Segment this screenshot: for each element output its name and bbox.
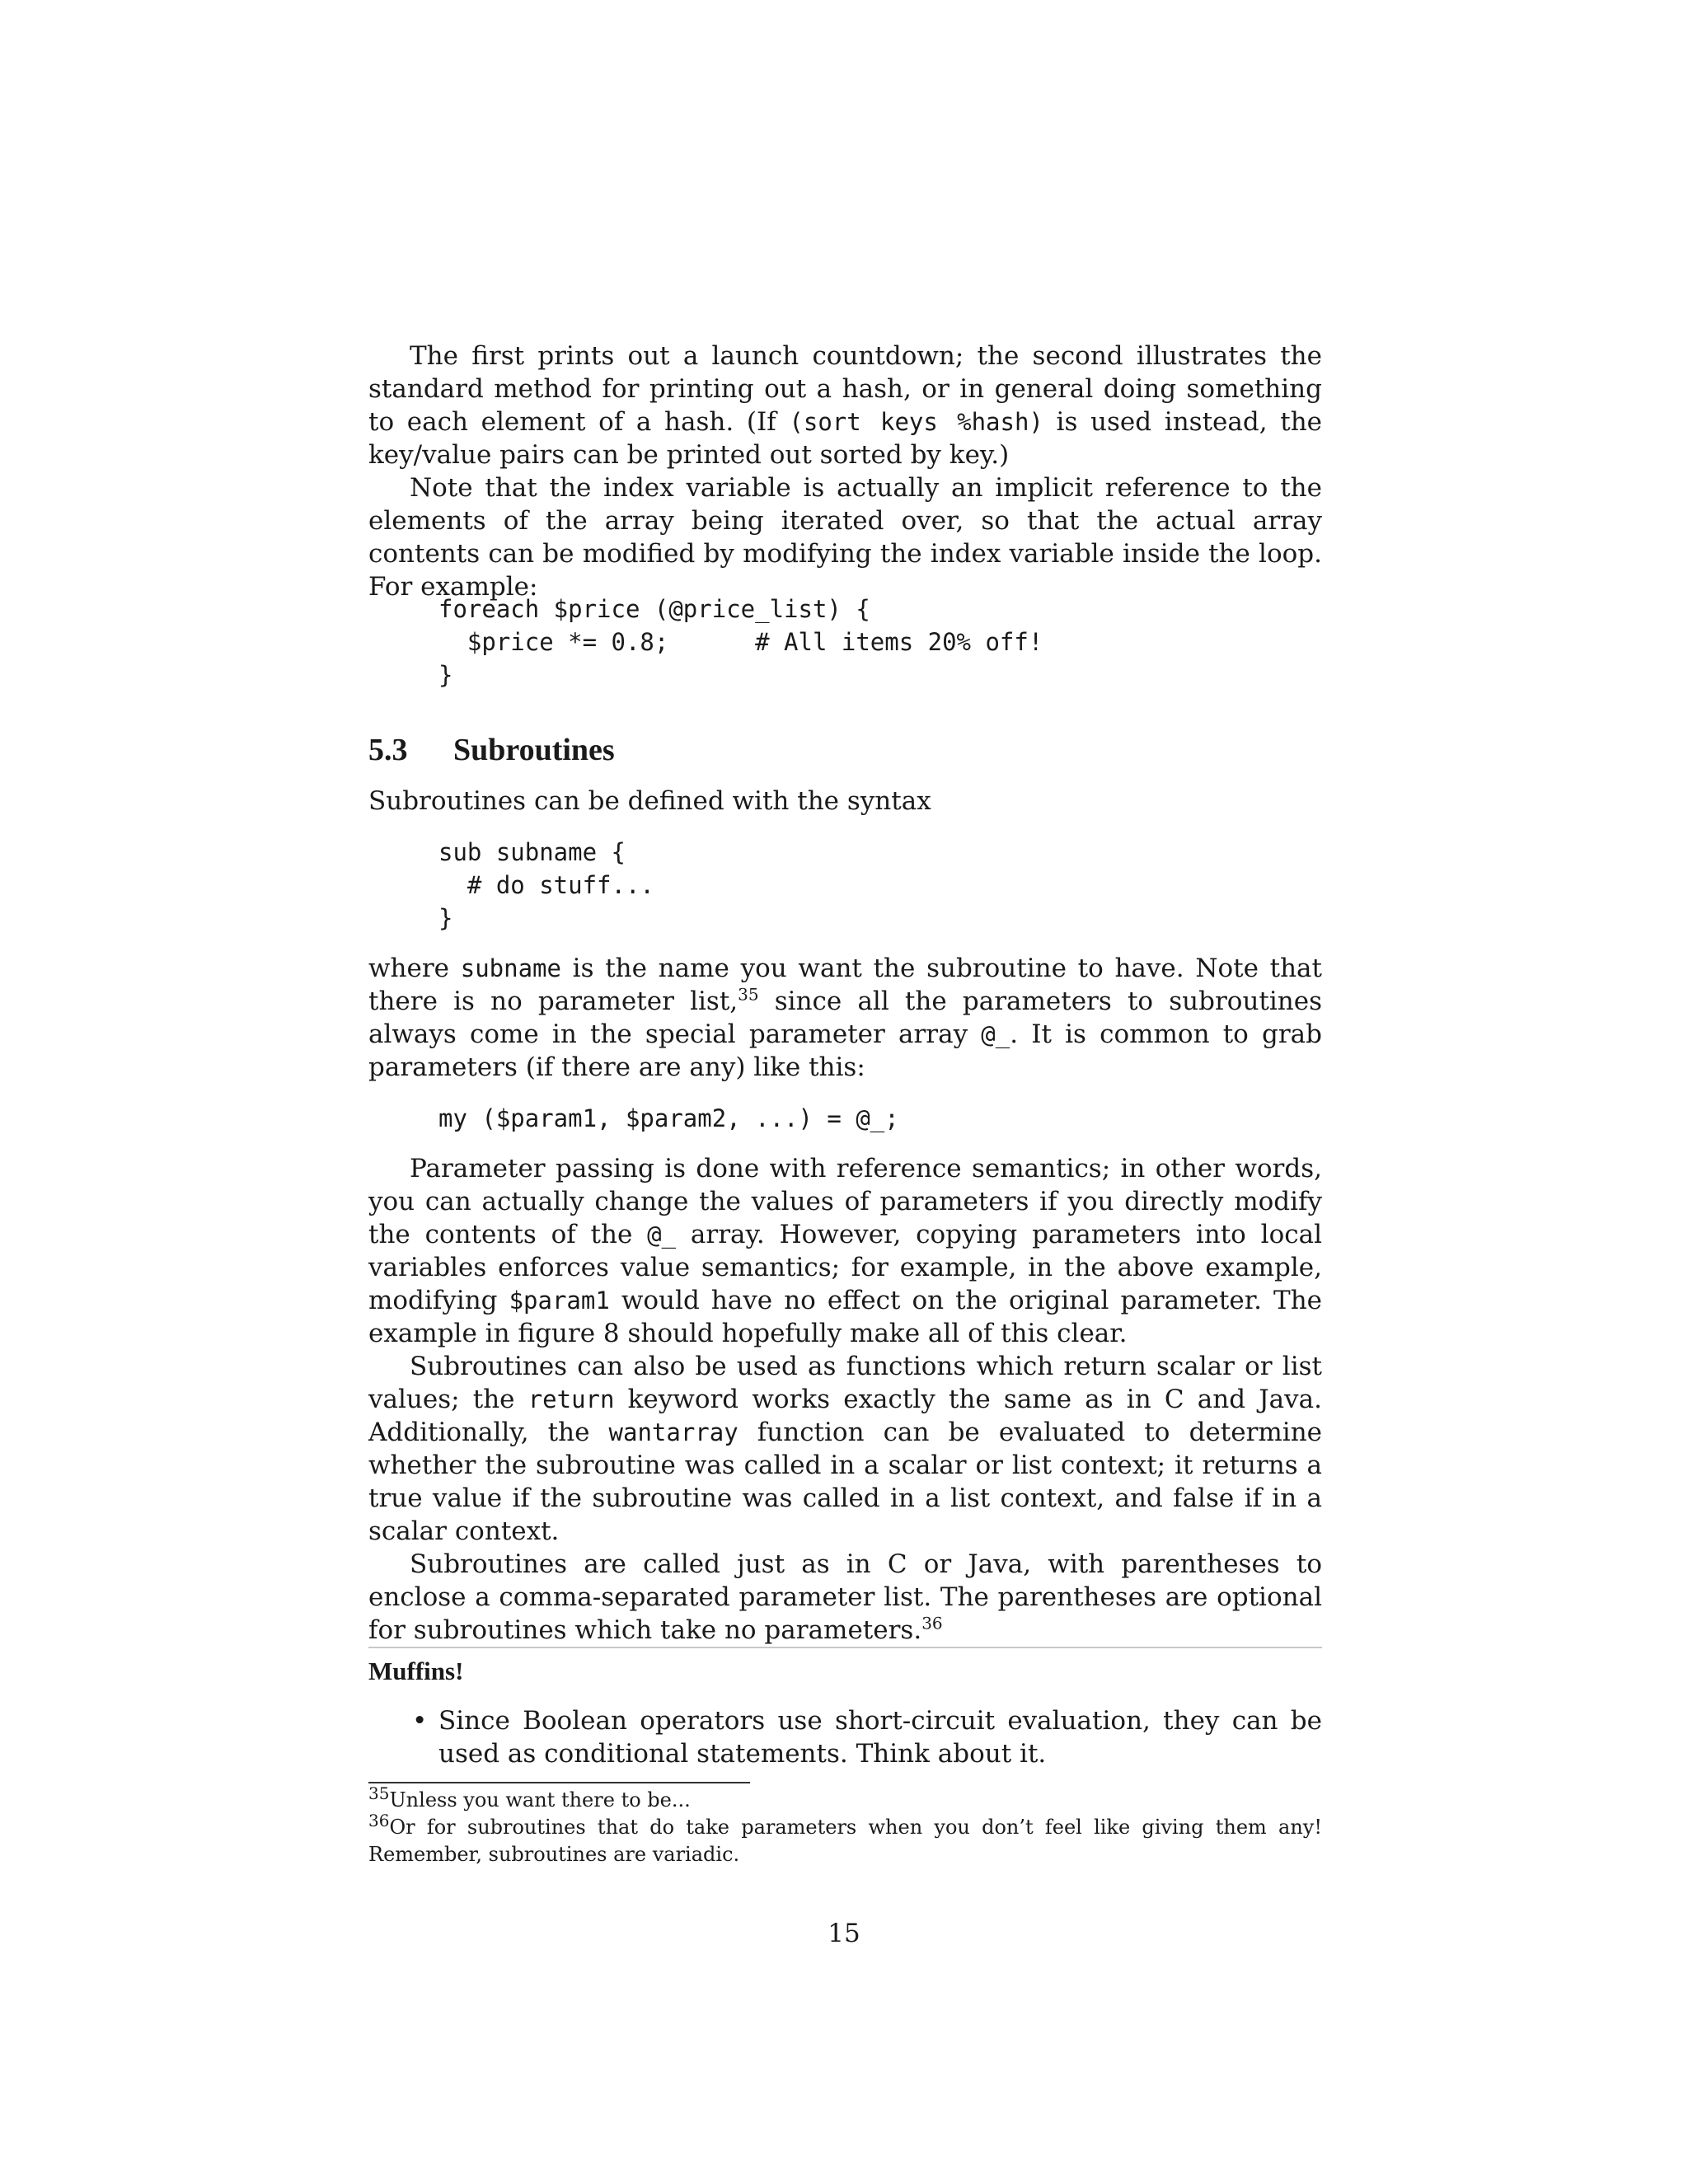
intro-text-1: The first prints out a launch countdown; the second illustrates the standard method for printing out a hash, or in general doing something to each element of a hash. (If [368,341,1322,437]
inline-code-param-array: @_ [981,1020,1010,1048]
param-text-2: array. However, copying parameters into local variables enforces value semantics; for example, in the above example, modifying [368,1220,1322,1315]
param-text-1: Parameter passing is done with reference semantics; in other words, you can actually change the values of parameters if you directly modify the contents of the [368,1154,1322,1249]
footnote-ref-36[interactable]: 36 [921,1613,943,1633]
param-text-3: would have no effect on the original parameter. The example in figure 8 should hopefully make all of this clear. [368,1286,1323,1348]
footnote-ref-35[interactable]: 35 [738,984,759,1005]
where-paragraph-block [368,952,1322,1084]
intro-paragraph [368,340,1322,471]
code-line: $price *= 0.8; # All items 20% off! [438,628,1043,656]
page-number: 15 [828,1919,860,1948]
inline-code-wantarray: wantarray [608,1418,738,1446]
return-text-2: keyword works exactly the same as in C and Java. Additionally, the [368,1385,1322,1447]
inline-code-param1: $param1 [509,1286,610,1315]
code-line: } [438,661,453,689]
section-title: Subroutines [453,733,615,767]
footnote-number: 35 [368,1783,390,1803]
sub-intro-block [368,785,1322,818]
code-line: foreach $price (@price_list) { [438,595,870,623]
inline-code-param-array: @_ [647,1221,677,1249]
where-text-1: where [368,954,461,983]
sub-code-block [438,836,654,935]
footnote-35 [368,1783,1322,1814]
footnote-36 [368,1811,1322,1868]
inline-code-subname: subname [460,954,561,982]
footnote-text: Or for subroutines that do take parameters when you don’t feel like giving them any! Remember, subroutines are variadic. [368,1816,1322,1866]
where-text-4: . It is common to grab parameters (if there are any) like this: [368,1019,1322,1082]
bullet-icon: • [412,1706,428,1736]
section-heading [368,730,615,770]
inline-code-sort-keys: (sort keys %hash) [789,408,1043,436]
called-paragraph [368,1548,1322,1647]
where-paragraph [368,952,1322,1084]
footnote-number: 36 [368,1811,390,1830]
muffins-heading: Muffins! [368,1657,464,1685]
index-variable-paragraph: Note that the index variable is actually an implicit reference to the elements of the array being iterated over, so that the actual array contents can be modified by modifying the index variable inside the loop. For example: [368,473,1322,602]
return-text-3: function can be evaluated to determine whether the subroutine was called in a scalar or list context; it returns a true value if the subroutine was called in a list context, and false if in a scalar context. [368,1418,1323,1546]
list-item [412,1704,1322,1770]
inline-code-return: return [528,1385,615,1413]
sub-intro-paragraph: Subroutines can be defined with the syntax [368,786,931,816]
section-number: 5.3 [368,733,408,767]
my-code-block [438,1102,899,1135]
return-paragraph [368,1350,1322,1548]
foreach-code-block [438,593,1043,691]
footnote-divider [368,1782,750,1783]
return-text-1: Subroutines can also be used as functions which return scalar or list values; the [368,1352,1322,1414]
called-text-1: Subroutines are called just as in C or Java, with parentheses to enclose a comma-separated parameter list. The parentheses are optional for subroutines which take no parameters. [368,1549,1322,1645]
intro-text-2: is used instead, the key/value pairs can be printed out sorted by key.) [368,407,1323,470]
muffins-divider [368,1647,1322,1648]
list-item-text: Since Boolean operators use short-circuit evaluation, they can be used as conditional statements. Think about it. [438,1706,1322,1769]
intro-paragraph-block [368,340,1322,603]
footnotes [368,1783,1322,1868]
param-paragraph-block [368,1152,1322,1647]
footnote-text: Unless you want there to be... [389,1788,691,1811]
where-text-3: since all the parameters to subroutines always come in the special parameter array [368,987,1323,1049]
code-line: sub subname { [438,838,626,866]
where-text-2: is the name you want the subroutine to have. Note that there is no parameter list, [368,954,1323,1016]
code-line: } [438,904,453,932]
muffins-list [412,1704,1322,1770]
code-line: my ($param1, $param2, ...) = @_; [438,1104,899,1132]
code-line: # do stuff... [438,871,654,899]
param-passing-paragraph [368,1152,1322,1350]
